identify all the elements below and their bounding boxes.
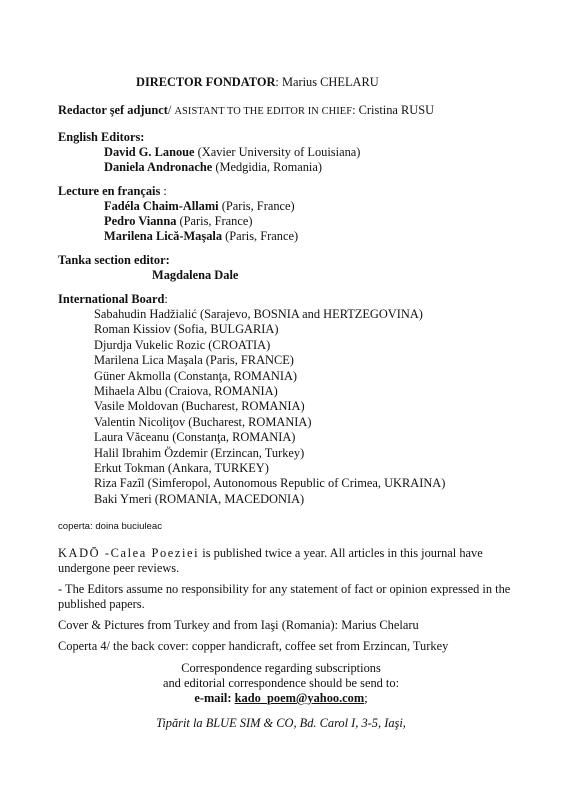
lecture-heading-text: Lecture en français [58, 184, 161, 198]
board-member: Roman Kissiov (Sofia, BULGARIA) [94, 322, 279, 337]
board-member: Laura Văceanu (Constanţa, ROMANIA) [94, 430, 296, 445]
tanka-editor [152, 268, 238, 283]
lecturer-name: Pedro Vianna [104, 214, 177, 228]
lecture-item [104, 199, 295, 214]
english-editors-heading-text: English Editors: [58, 130, 145, 144]
email-line [58, 691, 504, 706]
board-member: Valentin Nicoliţov (Bucharest, ROMANIA) [94, 414, 312, 429]
board-member: Marilena Lica Maşala (Paris, FRANCE) [94, 353, 294, 368]
kado-note [58, 546, 528, 576]
deputy-editor-line [58, 103, 434, 119]
cover-pictures-note: Cover & Pictures from Turkey and from Iaşi (Romania): Marius Chelaru [58, 618, 419, 632]
editor-place: (Medgidia, Romania) [212, 160, 322, 174]
board-member: Mihaela Albu (Craiova, ROMANIA) [94, 384, 278, 399]
lecturer-name: Fadéla Chaim-Allami [104, 199, 219, 213]
correspondence-line-2: and editorial correspondence should be send to: [162, 676, 400, 690]
board-member: Güner Akmolla (Constanţa, ROMANIA) [94, 368, 298, 383]
lecturer-place: (Paris, France) [222, 229, 299, 243]
correspondence-line-1: Correspondence regarding subscriptions [181, 661, 381, 675]
director-name: : Marius CHELARU [275, 75, 379, 89]
english-editor-item [104, 160, 322, 175]
editor-place: (Xavier University of Louisiana) [194, 145, 361, 159]
board-member: Riza Fazîl (Simferopol, Autonomous Republic of Crimea, UKRAINA) [94, 476, 446, 491]
director-label: DIRECTOR FONDATOR [136, 75, 276, 89]
board-member: Vasile Moldovan (Bucharest, ROMANIA) [94, 399, 305, 414]
board-colon: : [164, 292, 168, 306]
board-member: Djurdja Vukelic Rozic (CROATIA) [94, 337, 271, 352]
journal-title: KADŌ -Calea Poeziei [58, 546, 200, 560]
board-heading-text: International Board [58, 292, 165, 306]
board-member: Sabahudin Hadžialić (Sarajevo, BOSNIA and HERTZEGOVINA) [94, 307, 423, 321]
email-label: e-mail: [194, 691, 235, 705]
deputy-separator: / [167, 103, 175, 117]
lecture-item [104, 214, 252, 229]
correspondence-block [58, 661, 504, 706]
disclaimer-note: - The Editors assume no responsibility for any statement of fact or opinion expressed in the published papers. [58, 582, 511, 611]
printer-line: Tipărit la BLUE SIM & CO, Bd. Carol I, 3-5, Iaşi, [156, 716, 406, 730]
deputy-role: ASISTANT TO THE EDITOR IN CHIEF [174, 106, 353, 117]
english-editors-heading [58, 130, 144, 145]
lecturer-name: Marilena Lică-Maşala [104, 229, 223, 243]
editor-name: David G. Lanoue [104, 145, 195, 159]
cover-credit: coperta: doina buciuleac [58, 521, 163, 532]
tanka-heading [58, 253, 170, 268]
deputy-name: : Cristina RUSU [352, 103, 435, 117]
email-suffix: ; [364, 691, 368, 705]
board-member: Halil Ibrahim Özdemir (Erzincan, Turkey) [94, 445, 305, 460]
board-heading [58, 292, 168, 307]
board-member: Baki Ymeri (ROMANIA, MACEDONIA) [94, 491, 305, 506]
editor-name: Daniela Andronache [104, 160, 213, 174]
english-editor-item [104, 145, 360, 160]
board-member: Erkut Tokman (Ankara, TURKEY) [94, 461, 269, 476]
lecturer-place: (Paris, France) [218, 199, 295, 213]
lecturer-place: (Paris, France) [176, 214, 253, 228]
deputy-label: Redactor şef adjunct [58, 103, 168, 117]
email-link[interactable]: kado_poem@yahoo.com [234, 691, 365, 705]
back-cover-note: Coperta 4/ the back cover: copper handicraft, coffee set from Erzincan, Turkey [58, 639, 449, 653]
lecture-item [104, 229, 298, 244]
lecture-heading [58, 184, 167, 199]
board-list [94, 307, 445, 507]
kado-note-text: is published twice a year. All articles in this journal have undergone peer reviews. [58, 546, 483, 575]
tanka-editor-name: Magdalena Dale [152, 268, 239, 282]
lecture-colon: : [160, 184, 167, 198]
tanka-heading-text: Tanka section editor: [58, 253, 170, 267]
director-line [136, 75, 379, 90]
